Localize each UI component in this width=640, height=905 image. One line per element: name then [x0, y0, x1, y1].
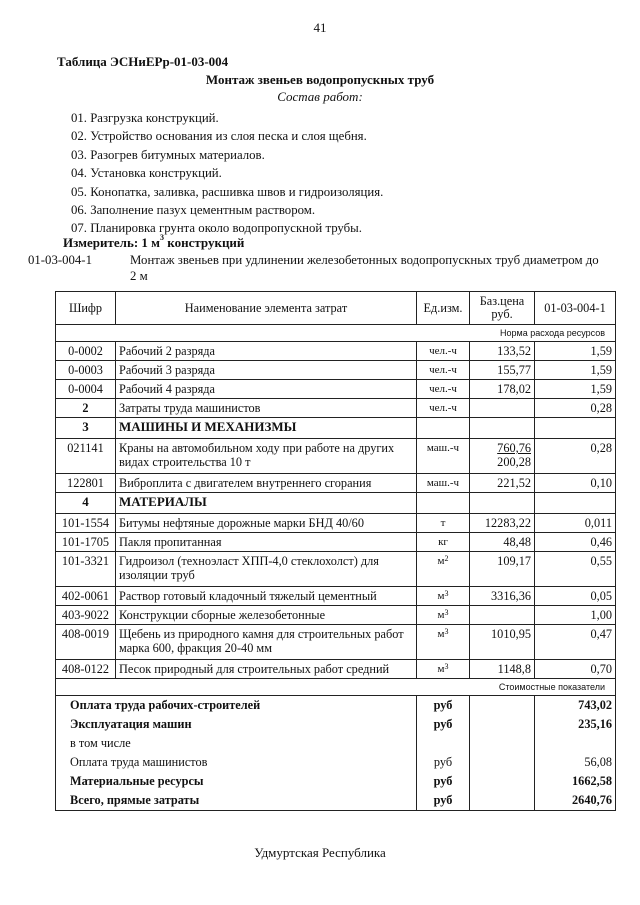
cell-unit — [417, 625, 470, 660]
total-value: 1662,58 — [535, 772, 616, 791]
cell-price — [470, 493, 535, 514]
cell-name: Раствор готовый кладочный тяжелый цементный — [116, 587, 417, 606]
total-blank — [470, 696, 535, 716]
cell-unit: чел.-ч — [417, 399, 470, 418]
cost-indicators-label: Стоимостные показатели — [56, 679, 616, 696]
unit-text: м — [437, 590, 445, 602]
section-number: 3 — [56, 418, 116, 439]
cell-name: Конструкции сборные железобетонные — [116, 606, 417, 625]
norm-code: 01-03-004-1 — [28, 253, 92, 267]
total-row — [56, 734, 616, 753]
section-number: 4 — [56, 493, 116, 514]
work-item: 05. Конопатка, заливка, расшивка швов и гидроизоляция. — [71, 184, 384, 199]
footer-region: Удмуртская Республика — [254, 845, 386, 860]
cell-name: Щебень из природного камня для строительных работ марка 600, фракция 20-40 мм — [116, 625, 417, 660]
total-value: 235,16 — [535, 715, 616, 734]
cell-value: 0,28 — [535, 439, 616, 474]
header-code: Шифр — [56, 292, 116, 325]
unit-text: м — [437, 663, 445, 675]
total-blank — [470, 791, 535, 811]
cost-label-row — [56, 679, 616, 696]
total-blank — [470, 772, 535, 791]
table-row — [56, 587, 616, 606]
cell-value: 0,05 — [535, 587, 616, 606]
section-row — [56, 493, 616, 514]
total-blank — [470, 734, 535, 753]
resource-table — [55, 291, 616, 811]
cell-price: 178,02 — [470, 380, 535, 399]
table-row — [56, 514, 616, 533]
total-unit: руб — [417, 715, 470, 734]
total-label: Материальные ресурсы — [56, 772, 417, 791]
cell-code: 101-3321 — [56, 552, 116, 587]
cell-name: Рабочий 2 разряда — [116, 342, 417, 361]
total-row — [56, 791, 616, 811]
cell-value: 0,10 — [535, 474, 616, 493]
cell-code: 408-0019 — [56, 625, 116, 660]
cell-unit — [417, 660, 470, 679]
cell-code: 101-1554 — [56, 514, 116, 533]
cell-unit: чел.-ч — [417, 361, 470, 380]
header-column: 01-03-004-1 — [535, 292, 616, 325]
cell-value: 1,59 — [535, 342, 616, 361]
total-unit — [417, 734, 470, 753]
table-row — [56, 361, 616, 380]
work-item: 02. Устройство основания из слоя песка и слоя щебня. — [71, 129, 367, 144]
total-label: Оплата труда машинистов — [56, 753, 417, 772]
table-id: Таблица ЭСНиЕРр-01-03-004 — [57, 54, 229, 69]
cell-price: 1148,8 — [470, 660, 535, 679]
cell-code: 0-0003 — [56, 361, 116, 380]
cell-price: 109,17 — [470, 552, 535, 587]
cell-unit — [417, 606, 470, 625]
measure-sup: 3 — [160, 233, 165, 242]
table-header-row — [56, 292, 616, 325]
cell-price: 155,77 — [470, 361, 535, 380]
cell-value — [535, 418, 616, 439]
unit-superscript: 3 — [444, 662, 449, 671]
header-name: Наименование элемента затрат — [116, 292, 417, 325]
measure-unit — [63, 235, 244, 251]
work-item: 04. Установка конструкций. — [71, 166, 222, 181]
price-secondary: 200,28 — [497, 455, 531, 469]
table-row — [56, 660, 616, 679]
total-unit: руб — [417, 753, 470, 772]
cell-price: 12283,22 — [470, 514, 535, 533]
unit-superscript: 2 — [444, 554, 449, 563]
cell-name: Рабочий 4 разряда — [116, 380, 417, 399]
unit-text: м — [437, 555, 445, 567]
work-composition-heading: Состав работ: — [277, 89, 363, 104]
cell-unit — [417, 514, 470, 533]
cell-price — [470, 418, 535, 439]
cell-code: 2 — [56, 399, 116, 418]
total-value: 56,08 — [535, 753, 616, 772]
cell-unit — [417, 587, 470, 606]
price-main: 760,76 — [497, 441, 531, 455]
table-row — [56, 533, 616, 552]
document-title: Монтаж звеньев водопропускных труб — [205, 72, 435, 87]
cell-unit: чел.-ч — [417, 342, 470, 361]
cell-code: 408-0122 — [56, 660, 116, 679]
cell-unit — [417, 493, 470, 514]
total-label: в том числе — [56, 734, 417, 753]
total-row — [56, 753, 616, 772]
cell-code: 0-0002 — [56, 342, 116, 361]
measure-label: Измеритель: 1 м — [63, 235, 161, 250]
total-unit: руб — [417, 791, 470, 811]
cell-name: Затраты труда машинистов — [116, 399, 417, 418]
unit-superscript: 3 — [444, 589, 449, 598]
work-item: 01. Разгрузка конструкций. — [71, 111, 219, 125]
cell-value: 0,011 — [535, 514, 616, 533]
total-label: Оплата труда рабочих-строителей — [56, 696, 417, 716]
cell-name: Виброплита с двигателем внутреннего сгорания — [116, 474, 417, 493]
total-unit: руб — [417, 696, 470, 716]
cell-code: 0-0004 — [56, 380, 116, 399]
cell-unit — [417, 552, 470, 587]
total-row — [56, 715, 616, 734]
cell-value: 1,59 — [535, 380, 616, 399]
section-row — [56, 418, 616, 439]
cell-unit: маш.-ч — [417, 474, 470, 493]
cell-value: 1,59 — [535, 361, 616, 380]
cell-price: 221,52 — [470, 474, 535, 493]
cell-value: 0,55 — [535, 552, 616, 587]
section-title: МАТЕРИАЛЫ — [116, 493, 417, 514]
cell-unit: маш.-ч — [417, 439, 470, 474]
total-row — [56, 696, 616, 716]
norm-label: Норма расхода ресурсов — [56, 325, 616, 342]
cell-code: 101-1705 — [56, 533, 116, 552]
page-number: 41 — [313, 20, 327, 35]
cell-unit — [417, 418, 470, 439]
work-item: 07. Планировка грунта около водопропускной трубы. — [71, 221, 362, 236]
cell-value: 0,47 — [535, 625, 616, 660]
cell-value: 0,46 — [535, 533, 616, 552]
total-value: 2640,76 — [535, 791, 616, 811]
cell-price — [470, 606, 535, 625]
cell-value: 0,70 — [535, 660, 616, 679]
total-value — [535, 734, 616, 753]
total-label: Всего, прямые затраты — [56, 791, 417, 811]
cell-code: 021141 — [56, 439, 116, 474]
table-row — [56, 380, 616, 399]
table-row — [56, 399, 616, 418]
total-row — [56, 772, 616, 791]
cell-price — [470, 439, 535, 474]
unit-superscript: 3 — [444, 627, 449, 636]
cell-price: 133,52 — [470, 342, 535, 361]
cell-value — [535, 493, 616, 514]
total-blank — [470, 753, 535, 772]
cell-code: 122801 — [56, 474, 116, 493]
cell-name: Рабочий 3 разряда — [116, 361, 417, 380]
cell-name: Гидроизол (техноэласт ХПП-4,0 стеклохолст) для изоляции труб — [116, 552, 417, 587]
total-blank — [470, 715, 535, 734]
unit-text: м — [437, 628, 445, 640]
cell-name: Песок природный для строительных работ средний — [116, 660, 417, 679]
measure-rest: конструкций — [164, 235, 245, 250]
cell-name: Пакля пропитанная — [116, 533, 417, 552]
work-list — [71, 109, 383, 238]
section-title: МАШИНЫ И МЕХАНИЗМЫ — [116, 418, 417, 439]
table-row — [56, 474, 616, 493]
cell-name: Краны на автомобильном ходу при работе на других видах строительства 10 т — [116, 439, 417, 474]
header-price: Баз.цена руб. — [470, 292, 535, 325]
cell-price: 48,48 — [470, 533, 535, 552]
cell-price: 1010,95 — [470, 625, 535, 660]
unit-text: т — [440, 517, 446, 529]
total-value: 743,02 — [535, 696, 616, 716]
table-row — [56, 439, 616, 474]
cell-code: 402-0061 — [56, 587, 116, 606]
cell-unit: чел.-ч — [417, 380, 470, 399]
work-item: 03. Разогрев битумных материалов. — [71, 147, 265, 162]
cell-price: 3316,36 — [470, 587, 535, 606]
cell-name: Битумы нефтяные дорожные марки БНД 40/60 — [116, 514, 417, 533]
norm-label-row — [56, 325, 616, 342]
table-row — [56, 342, 616, 361]
total-label: Эксплуатация машин — [56, 715, 417, 734]
header-unit: Ед.изм. — [417, 292, 470, 325]
table-row — [56, 552, 616, 587]
work-item: 06. Заполнение пазух цементным раствором. — [71, 202, 316, 217]
unit-text: кг — [438, 536, 448, 548]
cell-code: 403-9022 — [56, 606, 116, 625]
unit-text: м — [437, 609, 445, 621]
total-unit: руб — [417, 772, 470, 791]
cell-unit — [417, 533, 470, 552]
table-row — [56, 606, 616, 625]
cell-value: 1,00 — [535, 606, 616, 625]
cell-price — [470, 399, 535, 418]
norm-description: Монтаж звеньев при удлинении железобетонных водопропускных труб диаметром до 2 м — [130, 253, 599, 283]
table-row — [56, 625, 616, 660]
cell-value: 0,28 — [535, 399, 616, 418]
unit-superscript: 3 — [444, 608, 449, 617]
